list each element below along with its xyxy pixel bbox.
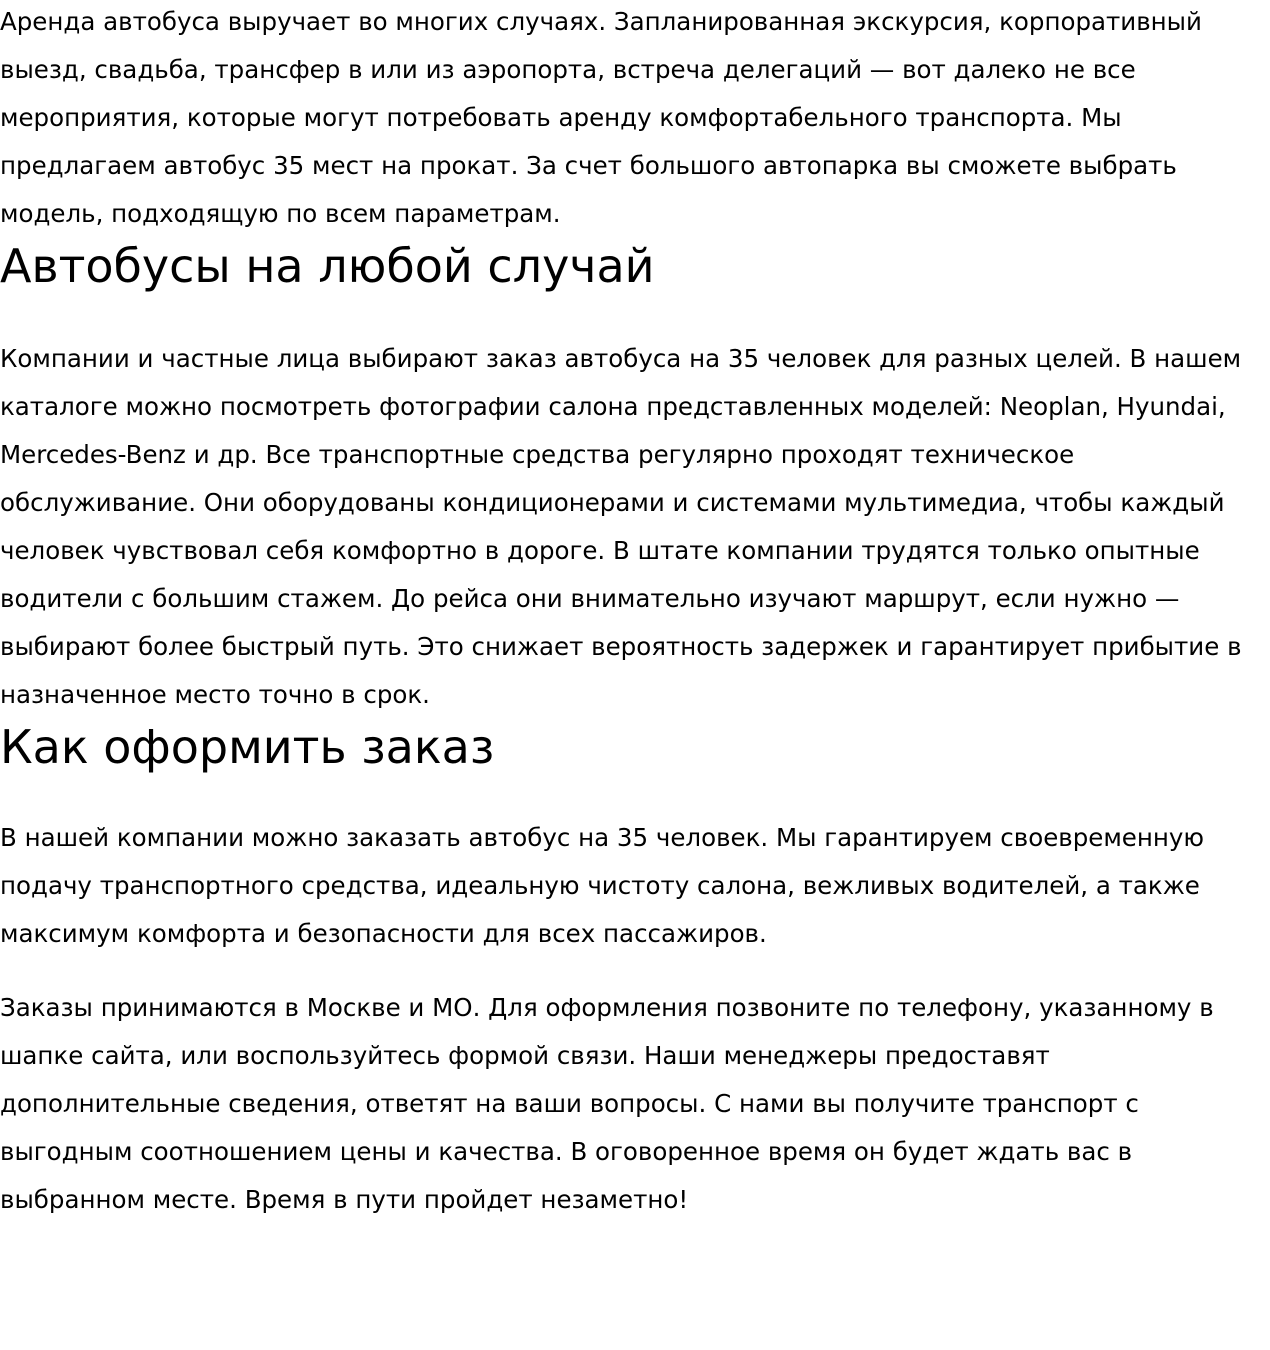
section-paragraph-buses-any-occasion: Компании и частные лица выбирают заказ автобуса на 35 человек для разных целей. В нашем каталоге можно посмотреть фотографии салона представленных моделей: Neoplan, Hyundai, Mercedes-Benz и др. Все транспортные средства регулярно проходят техническое обслуживание. Они оборудованы кондиционерами и системами мультимедиа, чтобы каждый человек чувствовал себя комфортно в дороге. В штате компании трудятся только опытные водители с большим стажем. До рейса они внимательно изучают маршрут, если нужно — выбирают более быстрый путь. Это снижает вероятность задержек и гарантирует прибытие в назначенное место точно в срок. [0,344,1242,709]
section-paragraph-order-guarantees: В нашей компании можно заказать автобус на 35 человек. Мы гарантируем своевременную подачу транспортного средства, идеальную чистоту салона, вежливых водителей, а также максимум комфорта и безопасности для всех пассажиров. [0,823,1205,948]
intro-paragraph: Аренда автобуса выручает во многих случаях. Запланированная экскурсия, корпоративный выезд, свадьба, трансфер в или из аэропорта, встреча делегаций — вот далеко не все мероприятия, которые могут потребовать аренду комфортабельного транспорта. Мы предлагаем автобус 35 мест на прокат. За счет большого автопарка вы сможете выбрать модель, подходящую по всем параметрам. [0,7,1202,228]
section-heading-buses-any-occasion: Автобусы на любой случай [0,239,655,293]
section-paragraph-order-contacts: Заказы принимаются в Москве и МО. Для оформления позвоните по телефону, указанному в шапке сайта, или воспользуйтесь формой связи. Наши менеджеры предоставят дополнительные сведения, ответят на ваши вопросы. С нами вы получите транспорт с выгодным соотношением цены и качества. В оговоренное время он будет ждать вас в выбранном месте. Время в пути пройдет незаметно! [0,993,1214,1214]
section-heading-how-to-order: Как оформить заказ [0,720,495,774]
